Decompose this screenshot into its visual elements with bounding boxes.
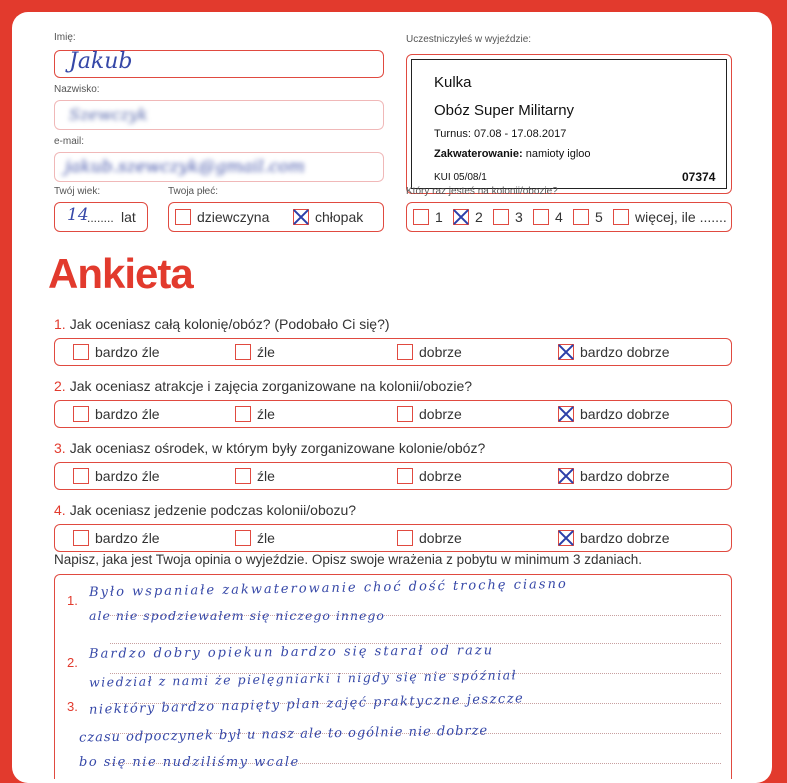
rating-label: bardzo źle	[95, 344, 160, 360]
opinion-number-1: 1.	[67, 593, 78, 608]
rating-label: dobrze	[419, 530, 462, 546]
question-label: Jak oceniasz ośrodek, w którym były zorganizowane kolonie/obóz?	[69, 440, 486, 456]
name-field[interactable]	[54, 50, 384, 78]
age-unit: lat	[121, 209, 136, 225]
opinion-line-5: niektóry bardzo napięty plan zajęć praktyczne jeszcze	[88, 691, 525, 718]
rating-checkbox[interactable]	[73, 406, 89, 422]
gender-label: Twoja płeć:	[168, 186, 219, 197]
age-label: Twój wiek:	[54, 186, 101, 197]
times-3-label: 3	[515, 209, 523, 225]
rating-checkbox[interactable]	[558, 530, 574, 546]
stamp-housing-value: namioty igloo	[525, 148, 591, 160]
times-more-checkbox[interactable]	[613, 209, 629, 225]
rating-checkbox[interactable]	[73, 344, 89, 360]
rating-checkbox[interactable]	[235, 406, 251, 422]
gender-boy-checkbox[interactable]	[293, 209, 309, 225]
question-label: Jak oceniasz atrakcje i zajęcia zorganizowane na kolonii/obozie?	[69, 378, 473, 394]
times-4-label: 4	[555, 209, 563, 225]
email-label: e-mail:	[54, 136, 85, 147]
times-5-checkbox[interactable]	[573, 209, 589, 225]
rating-option[interactable]	[73, 406, 160, 422]
stamp-housing-label: Zakwaterowanie:	[434, 148, 523, 160]
age-field[interactable]	[54, 202, 148, 232]
times-4-checkbox[interactable]	[533, 209, 549, 225]
rating-option[interactable]	[397, 468, 462, 484]
rating-option[interactable]	[397, 406, 462, 422]
question-2-options	[54, 400, 732, 428]
times-option-5[interactable]	[573, 209, 603, 225]
rating-label: bardzo dobrze	[580, 344, 670, 360]
age-dots: ........	[87, 211, 114, 225]
question-3-options	[54, 462, 732, 490]
question-1-options	[54, 338, 732, 366]
survey-title: Ankieta	[48, 250, 193, 297]
opinion-line-4: wiedział z nami że pielęgniarki i nigdy się nie spóźniał	[88, 667, 518, 690]
name-label: Imię:	[54, 32, 76, 43]
rating-option[interactable]	[558, 344, 670, 360]
rating-label: źle	[257, 344, 275, 360]
email-value: jakub.szewczyk@gmail.com	[65, 157, 305, 177]
question-3-text	[54, 440, 485, 456]
stamp-camp: Obóz Super Militarny	[434, 102, 575, 119]
rating-option[interactable]	[235, 344, 275, 360]
times-option-3[interactable]	[493, 209, 523, 225]
rating-label: bardzo źle	[95, 530, 160, 546]
rating-option[interactable]	[73, 344, 160, 360]
opinion-line-1: Było wspaniałe zakwaterowanie choć dość trochę ciasno	[88, 576, 568, 601]
surname-value: Szewczyk	[69, 105, 148, 124]
rating-option[interactable]	[235, 406, 275, 422]
rating-label: bardzo źle	[95, 406, 160, 422]
surname-field[interactable]	[54, 100, 384, 130]
rating-label: źle	[257, 406, 275, 422]
name-value: Jakub	[69, 49, 133, 74]
rating-label: bardzo dobrze	[580, 406, 670, 422]
rating-checkbox[interactable]	[73, 468, 89, 484]
question-1-text	[54, 316, 390, 332]
rating-option[interactable]	[235, 468, 275, 484]
rating-label: źle	[257, 468, 275, 484]
times-option-more[interactable]	[613, 209, 727, 225]
rating-checkbox[interactable]	[558, 406, 574, 422]
times-2-checkbox[interactable]	[453, 209, 469, 225]
rating-label: dobrze	[419, 406, 462, 422]
gender-field	[168, 202, 384, 232]
stamp-org: Kulka	[434, 74, 472, 91]
rating-checkbox[interactable]	[73, 530, 89, 546]
rating-checkbox[interactable]	[397, 530, 413, 546]
opinion-number-3: 3.	[67, 699, 78, 714]
rating-option[interactable]	[235, 530, 275, 546]
form-card	[12, 12, 772, 783]
email-field[interactable]	[54, 152, 384, 182]
stamp-turnus-label: Turnus:	[434, 128, 471, 140]
stamp-housing	[434, 148, 591, 160]
surname-label: Nazwisko:	[54, 84, 100, 95]
gender-option-girl[interactable]	[175, 209, 269, 225]
rating-label: bardzo dobrze	[580, 468, 670, 484]
opinion-line-3: Bardzo dobry opiekun bardzo się starał od razu	[88, 643, 495, 662]
times-option-1[interactable]	[413, 209, 443, 225]
stamp-frame	[411, 59, 727, 189]
rating-checkbox[interactable]	[235, 344, 251, 360]
opinion-line-7: bo się nie nudziliśmy wcale	[79, 755, 300, 770]
stamp-number: 07374	[682, 170, 716, 184]
rating-option[interactable]	[397, 344, 462, 360]
rating-checkbox[interactable]	[397, 468, 413, 484]
question-number: 3.	[54, 440, 66, 456]
times-more-label: więcej, ile .......	[635, 209, 727, 225]
question-label: Jak oceniasz całą kolonię/obóz? (Podobało Ci się?)	[69, 316, 390, 332]
gender-girl-checkbox[interactable]	[175, 209, 191, 225]
opinion-line-6: czasu odpoczynek był u nasz ale to ogólnie nie dobrze	[78, 723, 489, 746]
gender-boy-label: chłopak	[315, 209, 364, 225]
age-value: 14	[67, 205, 89, 225]
rating-checkbox[interactable]	[235, 530, 251, 546]
times-2-label: 2	[475, 209, 483, 225]
times-1-checkbox[interactable]	[413, 209, 429, 225]
times-3-checkbox[interactable]	[493, 209, 509, 225]
rating-option[interactable]	[558, 406, 670, 422]
rating-checkbox[interactable]	[558, 344, 574, 360]
trip-label: Uczestniczyłeś w wyjeździe:	[406, 34, 532, 45]
rating-option[interactable]	[558, 530, 670, 546]
opinion-number-2: 2.	[67, 655, 78, 670]
rating-label: dobrze	[419, 344, 462, 360]
rating-option[interactable]	[73, 530, 160, 546]
question-4-options	[54, 524, 732, 552]
stamp-turnus-value: 07.08 - 17.08.2017	[473, 128, 567, 140]
rating-option[interactable]	[558, 468, 670, 484]
opinion-box[interactable]	[54, 574, 732, 779]
opinion-line-2: ale nie spodziewałem się niczego innego	[89, 608, 385, 623]
question-4-text	[54, 502, 356, 518]
rating-label: źle	[257, 530, 275, 546]
question-2-text	[54, 378, 472, 394]
rating-checkbox[interactable]	[397, 406, 413, 422]
opinion-prompt: Napisz, jaka jest Twoja opinia o wyjeździe. Opisz swoje wrażenia z pobytu w minimum 3 zdaniach.	[54, 552, 643, 567]
times-option-4[interactable]	[533, 209, 563, 225]
times-field	[406, 202, 732, 232]
stamp-code: KUI 05/08/1	[434, 172, 487, 183]
rating-checkbox[interactable]	[558, 468, 574, 484]
rating-checkbox[interactable]	[235, 468, 251, 484]
rating-checkbox[interactable]	[397, 344, 413, 360]
gender-option-boy[interactable]	[293, 209, 363, 225]
rating-label: bardzo dobrze	[580, 530, 670, 546]
gender-girl-label: dziewczyna	[197, 209, 270, 225]
rating-label: bardzo źle	[95, 468, 160, 484]
stamp-turnus	[434, 128, 566, 140]
question-number: 2.	[54, 378, 66, 394]
trip-stamp	[406, 54, 732, 194]
question-number: 4.	[54, 502, 66, 518]
times-1-label: 1	[435, 209, 443, 225]
question-number: 1.	[54, 316, 66, 332]
rating-option[interactable]	[397, 530, 462, 546]
rating-option[interactable]	[73, 468, 160, 484]
times-label: Który raz jesteś na kolonii/obozie?	[406, 186, 558, 197]
times-5-label: 5	[595, 209, 603, 225]
times-option-2[interactable]	[453, 209, 483, 225]
question-label: Jak oceniasz jedzenie podczas kolonii/obozu?	[69, 502, 357, 518]
rating-label: dobrze	[419, 468, 462, 484]
